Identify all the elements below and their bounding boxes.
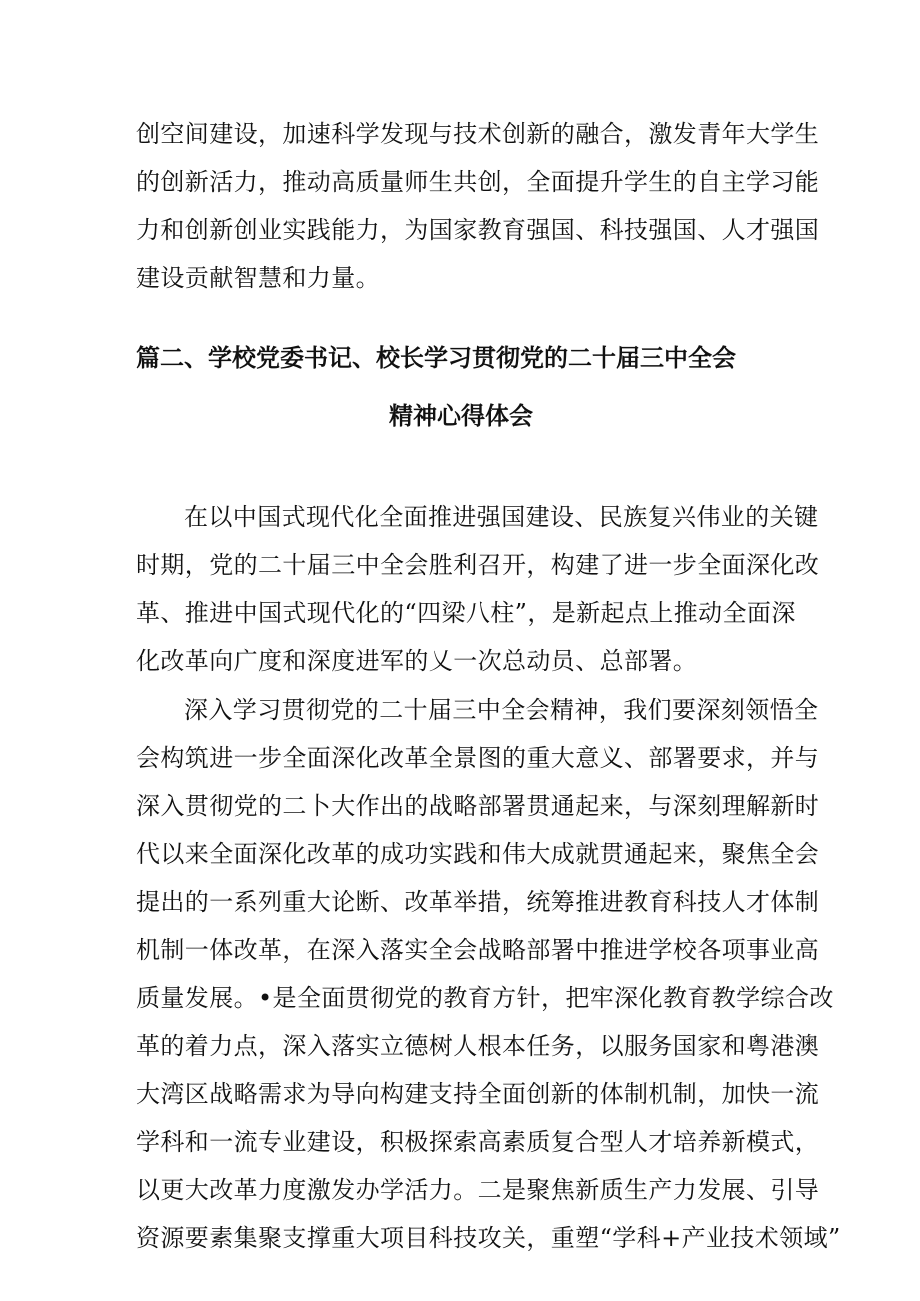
paragraph-line: 时期，党的二十届三中全会胜利召开，构建了进一步全面深化改 xyxy=(136,551,820,579)
heading-line-1: 篇二、学校党委书记、校长学习贯彻党的二十届三中全会 xyxy=(136,344,736,372)
paragraph-line: 会构筑进一步全面深化改革全景图的重大意义、部署要求，并与 xyxy=(136,744,820,772)
paragraph-line: 大湾区战略需求为导向构建支持全面创新的体制机制，加快一流 xyxy=(136,1080,820,1108)
paragraph-2 xyxy=(136,686,841,1262)
paragraph-1 xyxy=(136,493,820,685)
paragraph-line: 化改革向广度和深度进军的乂一次总动员、总部署。 xyxy=(136,647,698,675)
paragraph-line: 机制一体改革，在深入落实全会战略部署中推进学校各项事业高 xyxy=(136,936,820,964)
paragraph-line: 深入学习贯彻党的二十届三中全会精神，我们要深刻领悟全 xyxy=(184,696,819,724)
paragraph-line: 提出的一系列重大论断、改革举措，统筹推进教育科技人才体制 xyxy=(136,888,820,916)
heading-line-2: 精神心得体会 xyxy=(389,402,533,430)
paragraph-line: 资源要素集聚支撑重大项目科技攻关，重塑“学科+产业技术领域” xyxy=(136,1224,841,1252)
paragraph-line: 革、推进中国式现代化的“四梁八柱”，是新起点上推动全面深 xyxy=(136,599,796,627)
paragraph-line: 代以来全面深化改革的成功实践和伟大成就贯通起来，聚焦全会 xyxy=(136,840,820,868)
paragraph-line: 革的着力点，深入落实立德树人根本任务，以服务国家和粤港澳 xyxy=(136,1032,820,1060)
intro-line: 建设贡献智慧和力量。 xyxy=(136,264,380,292)
intro-line: 创空间建设，加速科学发现与技术创新的融合，激发青年大学生 xyxy=(136,120,820,148)
paragraph-line: 质量发展。•是全面贯彻党的教育方针，把牢深化教育教学综合改 xyxy=(136,984,834,1012)
paragraph-line: 以更大改革力度激发办学活力。二是聚焦新质生产力发展、引导 xyxy=(136,1176,820,1204)
paragraph-line: 学科和一流专业建设，积极探索高素质复合型人才培养新模式， xyxy=(136,1128,820,1156)
paragraph-line: 深入贯彻党的二卜大作出的战略部署贯通起来，与深刻理解新时 xyxy=(136,792,820,820)
section-heading xyxy=(136,334,786,440)
intro-line: 的创新活力，推动高质量师生共创，全面提升学生的自主学习能 xyxy=(136,168,820,196)
intro-line: 力和创新创业实践能力，为国家教育强国、科技强国、人才强国 xyxy=(136,216,820,244)
paragraph-line: 在以中国式现代化全面推进强国建设、民族复兴伟业的关键 xyxy=(184,503,819,531)
intro-paragraph xyxy=(136,110,820,302)
